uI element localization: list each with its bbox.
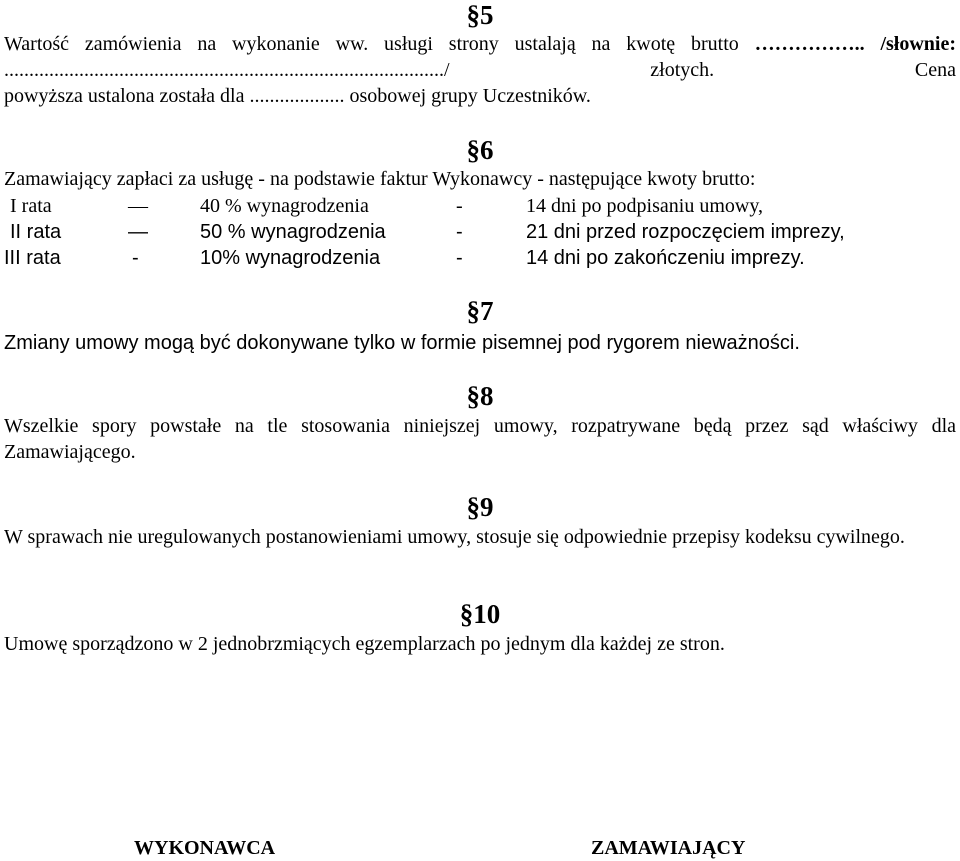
section-5-currency: złotych.: [650, 59, 715, 81]
rate-separator: -: [456, 195, 463, 217]
rate-name: III rata: [4, 247, 61, 269]
section-9-heading: §9: [466, 492, 494, 522]
section-10-heading: §10: [459, 599, 501, 629]
rate-separator: -: [456, 247, 463, 269]
signature-contractor-label: WYKONAWCA: [134, 837, 276, 859]
rate-percent: 10% wynagrodzenia: [200, 247, 381, 269]
rate-dash: —: [128, 195, 148, 217]
section-8-heading: §8: [466, 381, 494, 411]
section-8-text: Wszelkie spory powstałe na tle stosowania niniejszej umowy, rozpatrywane będą przez sąd właściwy dla Zamawiającego.: [4, 415, 956, 463]
rate-separator: -: [456, 221, 463, 243]
section-5-line-3: powyższa ustalona została dla ................... osobowej grupy Uczestników.: [4, 85, 591, 107]
rate-percent: 40 % wynagrodzenia: [200, 195, 369, 217]
signature-client-label: ZAMAWIAJĄCY: [591, 837, 746, 859]
rate-percent: 50 % wynagrodzenia: [200, 221, 386, 243]
rate-name: II rata: [10, 221, 62, 243]
section-5-price-word: Cena: [914, 59, 956, 81]
section-7-text: Zmiany umowy mogą być dokonywane tylko w formie pisemnej pod rygorem nieważności.: [4, 332, 800, 354]
rate-dash: —: [128, 221, 148, 243]
section-5-heading: §5: [466, 0, 494, 30]
section-5-line-2: [4, 57, 956, 83]
section-5-words-placeholder: ......................................................................................../: [4, 59, 450, 81]
section-5-line-1: [4, 31, 956, 57]
section-6-heading: §6: [466, 135, 494, 165]
section-10-text: Umowę sporządzono w 2 jednobrzmiących egzemplarzach po jednym dla każdej ze stron.: [4, 633, 725, 655]
rate-dash: -: [132, 247, 139, 269]
section-9-text: W sprawach nie uregulowanych postanowieniami umowy, stosuje się odpowiednie przepisy kodeksu cywilnego.: [4, 526, 905, 548]
section-5-text-a: Wartość zamówienia na wykonanie ww. usługi strony ustalają na kwotę brutto: [4, 33, 739, 55]
section-6-intro: Zamawiający zapłaci za usługę - na podstawie faktur Wykonawcy - następujące kwoty brutto:: [4, 168, 756, 190]
section-7-heading: §7: [466, 296, 494, 326]
rate-term: 21 dni przed rozpoczęciem imprezy,: [526, 221, 845, 243]
rate-term: 14 dni po zakończeniu imprezy.: [526, 247, 805, 269]
rate-name: I rata: [10, 195, 52, 217]
section-5-words-label: /słownie:: [880, 33, 956, 55]
section-5-amount-placeholder: ……………..: [754, 33, 865, 55]
rate-term: 14 dni po podpisaniu umowy,: [526, 195, 764, 217]
